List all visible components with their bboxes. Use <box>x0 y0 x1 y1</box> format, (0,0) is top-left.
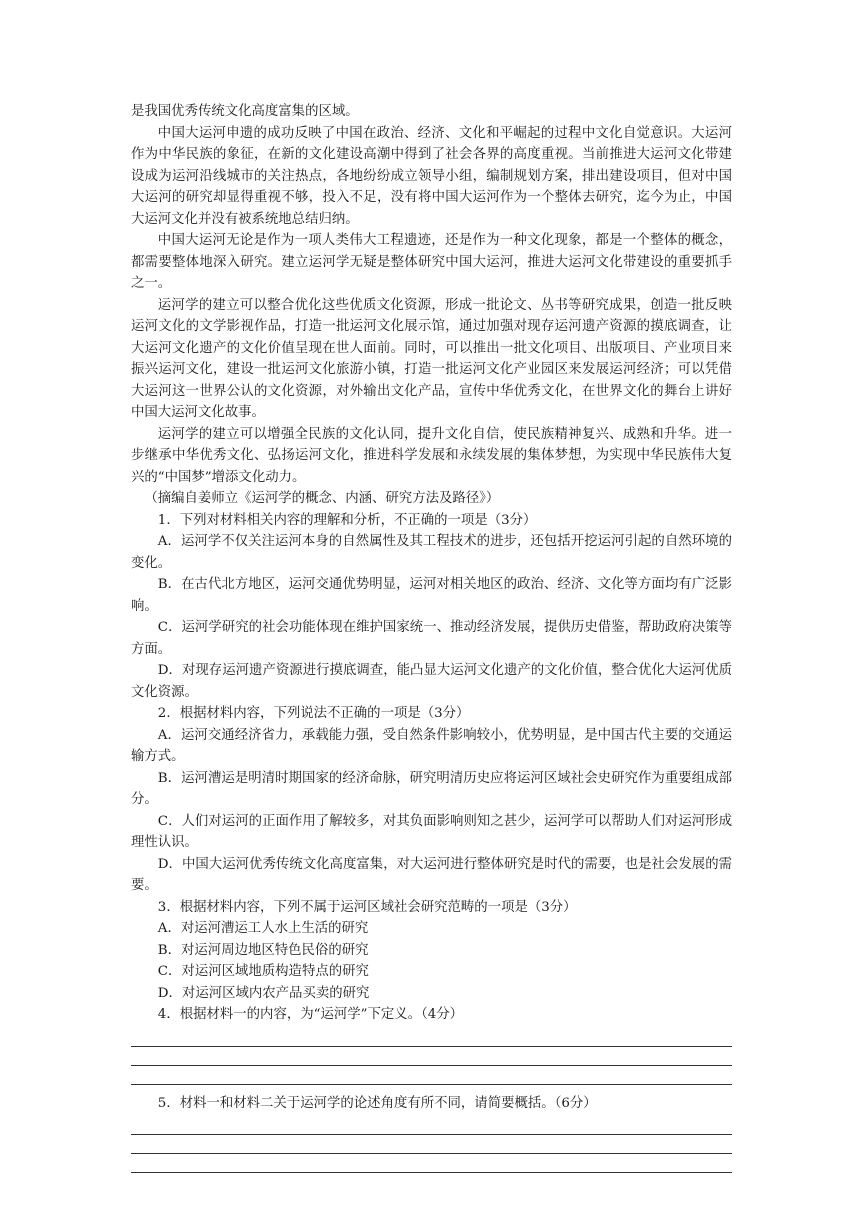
option-d: D．对现存运河遗产资源进行摸底调查，能凸显大运河文化遗产的文化价值，整合优化大运河优质文化资源。 <box>131 663 732 700</box>
option-a: A．对运河漕运工人水上生活的研究 <box>157 921 369 936</box>
passage-paragraph: 中国大运河无论是作为一项人类伟大工程遗迹，还是作为一种文化现象，都是一个整体的概念，都需要整体地深入研究。建立运河学无疑是整体研究中国大运河，推进大运河文化带建设的重要抓手之一。 <box>131 233 732 291</box>
passage-paragraph: 运河学的建立可以整合优化这些优质文化资源，形成一批论文、丛书等研究成果，创造一批反映运河文化的文学影视作品，打造一批运河文化展示馆，通过加强对现存运河遗产资源的摸底调查，让大运河文化遗产的文化价值呈现在世人面前。同时，可以推出一批文化项目、出版项目、产业项目来振兴运河文化，建设一批运河文化旅游小镇，打造一批运河文化产业园区来发展运河经济；可以凭借大运河这一世界公认的文化资源，对外输出文化产品，宣传中华优秀文化，在世界文化的舞台上讲好中国大运河文化故事。 <box>131 297 732 420</box>
answer-line[interactable] <box>131 1066 732 1085</box>
option-b: B．运河漕运是明清时期国家的经济命脉，研究明清历史应将运河区域社会史研究作为重要组成部分。 <box>131 770 732 807</box>
passage-paragraph: 中国大运河申遗的成功反映了中国在政治、经济、文化和平崛起的过程中文化自觉意识。大运河作为中华民族的象征，在新的文化建设高潮中得到了社会各界的高度重视。当前推进大运河文化带建设成为运河沿线城市的关注热点，各地纷纷成立领导小组，编制规划方案，排出建设项目，但对中国大运河的研究却显得重视不够，投入不足，没有将中国大运河作为一个整体去研究，迄今为止，中国大运河文化并没有被系统地总结归纳。 <box>131 125 732 227</box>
source-citation: （摘编自姜师立《运河学的概念、内涵、研究方法及路径》） <box>144 491 500 506</box>
question-stem: 5．材料一和材料二关于运河学的论述角度有所不同，请简要概括。（6分） <box>157 1095 597 1111</box>
question-stem: 4．根据材料一的内容，为“运河学”下定义。（4分） <box>157 1007 464 1022</box>
option-c: C．人们对运河的正面作用了解较多，对其负面影响则知之甚少，运河学可以帮助人们对运河形成理性认识。 <box>131 813 732 850</box>
answer-line[interactable] <box>131 1047 732 1066</box>
answer-line[interactable] <box>131 1028 732 1047</box>
question-stem: 2．根据材料内容，下列说法不正确的一项是（3分） <box>157 706 470 721</box>
question-1 <box>131 510 732 704</box>
answer-line[interactable] <box>131 1154 732 1173</box>
option-a: A．运河学不仅关注运河本身的自然属性及其工程技术的进步，还包括开挖运河引起的自然环境的变化。 <box>131 534 732 571</box>
question-5 <box>131 1093 732 1174</box>
answer-line[interactable] <box>131 1116 732 1135</box>
answer-area[interactable] <box>131 1116 732 1173</box>
option-b: B．对运河周边地区特色民俗的研究 <box>157 942 369 958</box>
question-3 <box>131 897 732 1005</box>
reading-passage <box>131 101 732 510</box>
question-stem: 1．下列对材料相关内容的理解和分析，不正确的一项是（3分） <box>157 512 537 528</box>
passage-paragraph: 是我国优秀传统文化高度富集的区域。 <box>131 104 359 119</box>
question-stem: 3．根据材料内容，下列不属于运河区域社会研究范畴的一项是（3分） <box>157 899 577 915</box>
passage-paragraph: 运河学的建立可以增强全民族的文化认同，提升文化自信，使民族精神复兴、成熟和升华。进一步继承中华优秀文化、弘扬运河文化，推进科学发展和永续发展的集体梦想，为实现中华民族伟大复兴的“中国梦”增添文化动力。 <box>131 426 732 485</box>
question-4 <box>131 1004 732 1085</box>
option-b: B．在古代北方地区，运河交通优势明显，运河对相关地区的政治、经济、文化等方面均有广泛影响。 <box>131 577 732 614</box>
question-2 <box>131 703 732 897</box>
answer-area[interactable] <box>131 1028 732 1085</box>
option-d: D．对运河区域内农产品买卖的研究 <box>157 985 370 1001</box>
option-c: C．对运河区域地质构造特点的研究 <box>157 964 369 979</box>
option-c: C．运河学研究的社会功能体现在维护国家统一、推动经济发展，提供历史借鉴，帮助政府决策等方面。 <box>131 620 732 657</box>
option-a: A．运河交通经济省力，承载能力强，受自然条件影响较小，优势明显，是中国古代主要的交通运输方式。 <box>131 727 732 764</box>
page-content <box>131 101 732 1173</box>
option-d: D．中国大运河优秀传统文化高度富集，对大运河进行整体研究是时代的需要，也是社会发展的需要。 <box>131 856 732 893</box>
answer-line[interactable] <box>131 1135 732 1154</box>
